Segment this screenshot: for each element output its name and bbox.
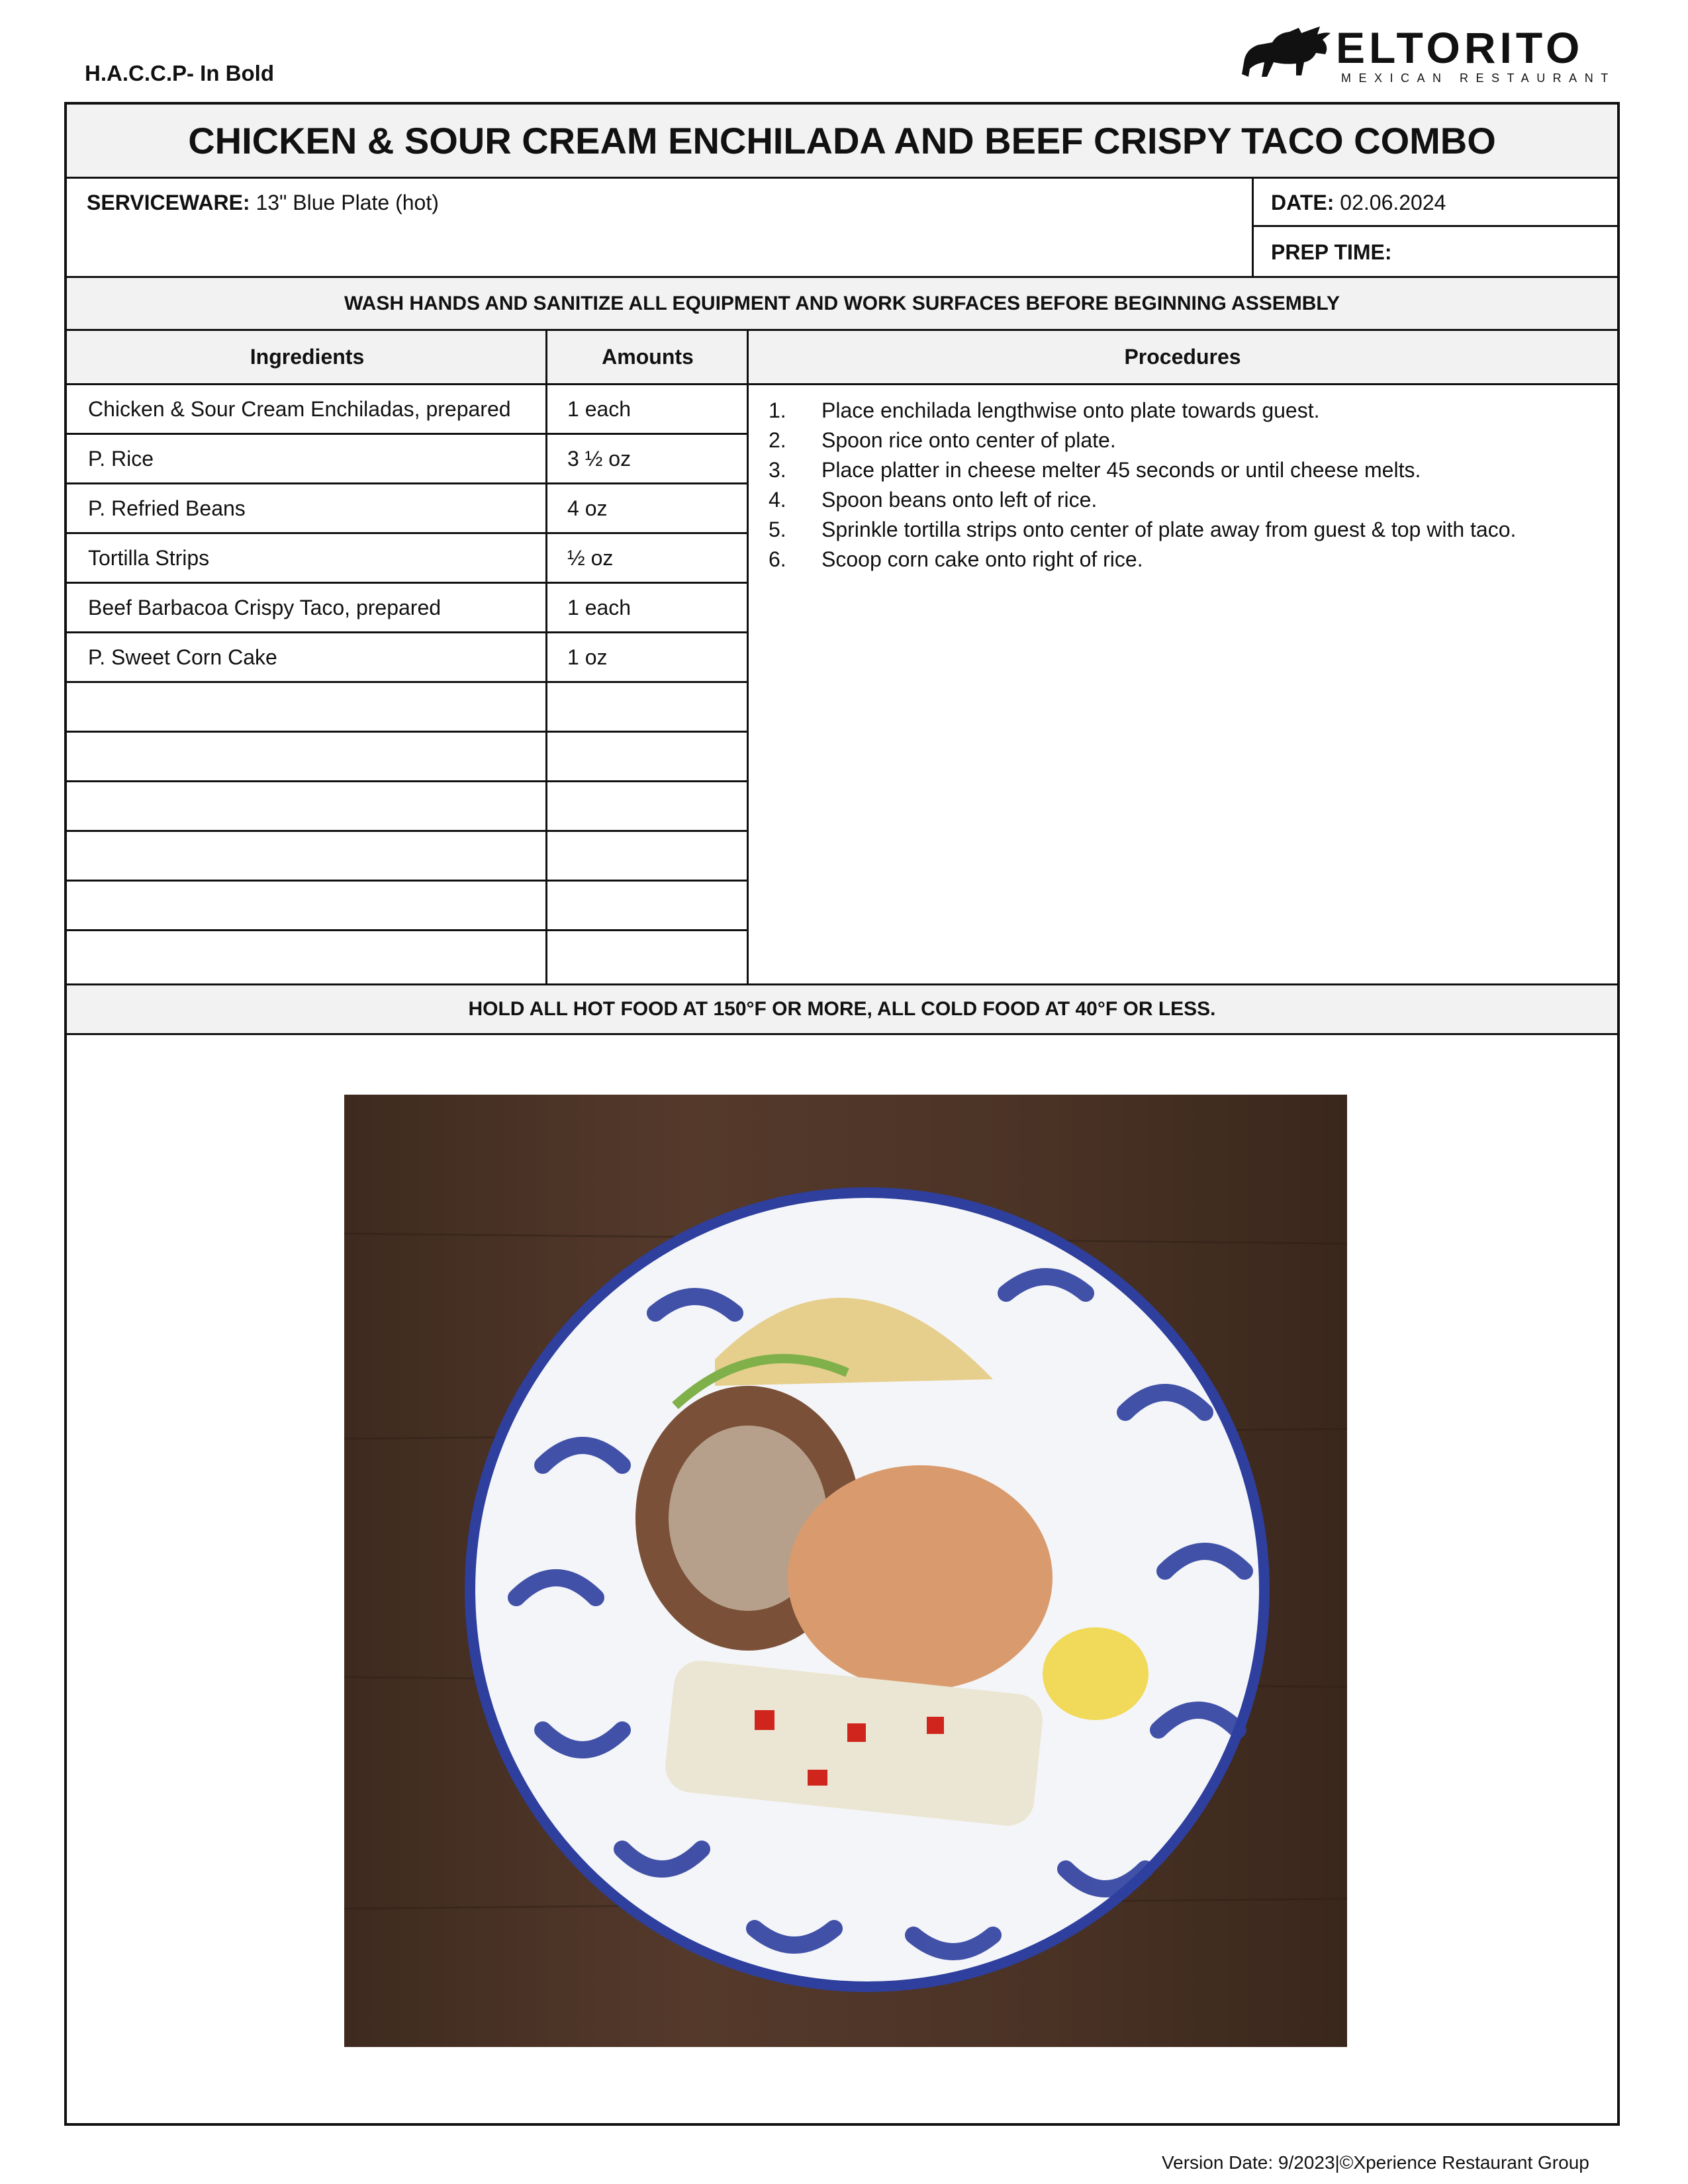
serviceware-field (87, 191, 439, 215)
logo-tagline: MEXICAN RESTAURANT (1341, 71, 1616, 85)
step-text: Scoop corn cake onto right of rice. (821, 547, 1143, 571)
ingredient-row (67, 782, 748, 832)
ingredient-row (67, 882, 748, 931)
ingredients-header: Ingredients (67, 331, 547, 385)
step-number: 2. (769, 428, 786, 452)
amounts-header: Amounts (547, 331, 748, 385)
ingredient-row (67, 733, 748, 782)
procedure-step (749, 396, 1609, 426)
step-number: 6. (769, 547, 786, 571)
step-number: 5. (769, 518, 786, 541)
ingredient-name: P. Rice (88, 447, 154, 471)
ingredient-name: Tortilla Strips (88, 546, 210, 570)
step-number: 1. (769, 398, 786, 422)
procedures-header: Procedures (748, 331, 1617, 385)
procedure-step (749, 515, 1609, 545)
step-text: Spoon rice onto center of plate. (821, 428, 1116, 452)
step-text: Place platter in cheese melter 45 seconds or until cheese melts. (821, 458, 1421, 482)
ingredient-row (67, 534, 748, 584)
step-text: Spoon beans onto left of rice. (821, 488, 1098, 512)
haccp-note: H.A.C.C.P- In Bold (85, 61, 274, 85)
ingredient-row (67, 584, 748, 633)
ingredient-amount: ½ oz (567, 546, 614, 570)
version-footer: Version Date: 9/2023|©Xperience Restaurant Group (1162, 2152, 1589, 2173)
ingredient-row (67, 683, 748, 733)
procedure-step (749, 426, 1609, 455)
recipe-title: CHICKEN & SOUR CREAM ENCHILADA AND BEEF CRISPY TACO COMBO (67, 105, 1617, 179)
step-number: 4. (769, 488, 786, 512)
prep-time-field (1254, 227, 1617, 276)
ingredient-amount: 3 ½ oz (567, 447, 632, 471)
ingredient-row (67, 832, 748, 882)
ingredient-name: Beef Barbacoa Crispy Taco, prepared (88, 596, 442, 619)
ingredient-row (67, 931, 748, 981)
wash-hands-notice: WASH HANDS AND SANITIZE ALL EQUIPMENT AND WORK SURFACES BEFORE BEGINNING ASSEMBLY (67, 278, 1617, 331)
hold-temperature-notice: HOLD ALL HOT FOOD AT 150°F OR MORE, ALL COLD FOOD AT 40°F OR LESS. (67, 983, 1617, 1035)
procedures-list (749, 385, 1609, 574)
ingredient-name: P. Sweet Corn Cake (88, 645, 277, 669)
procedure-step (749, 455, 1609, 485)
prep-time-label: PREP TIME: (1271, 240, 1392, 264)
ingredient-row (67, 484, 748, 534)
ingredient-name: P. Refried Beans (88, 496, 246, 520)
serviceware-value: 13" Blue Plate (hot) (256, 191, 439, 214)
bull-icon (1238, 23, 1337, 82)
dish-photo (344, 1095, 1347, 2047)
ingredients-table (67, 385, 748, 981)
procedure-step (749, 545, 1609, 574)
procedure-step (749, 485, 1609, 515)
step-text: Place enchilada lengthwise onto plate towards guest. (821, 398, 1320, 422)
el-torito-logo (1238, 23, 1622, 85)
step-number: 3. (769, 458, 786, 482)
ingredient-row (67, 435, 748, 484)
ingredient-amount: 1 each (567, 397, 632, 421)
ingredient-amount: 1 oz (567, 645, 608, 669)
date-value: 02.06.2024 (1340, 191, 1446, 214)
ingredient-row (67, 385, 748, 435)
date-column (1252, 179, 1617, 276)
serviceware-row (67, 179, 1617, 278)
plated-dish-image (344, 1095, 1347, 2047)
step-text: Sprinkle tortilla strips onto center of plate away from guest & top with taco. (821, 518, 1517, 541)
date-label: DATE: (1271, 191, 1335, 214)
logo-wordmark: ELTORITO (1336, 23, 1584, 72)
date-field (1254, 179, 1617, 227)
recipe-card (64, 102, 1620, 2126)
ingredient-amount: 1 each (567, 596, 632, 619)
ingredient-name: Chicken & Sour Cream Enchiladas, prepared (88, 397, 511, 421)
ingredient-row (67, 633, 748, 683)
serviceware-label: SERVICEWARE: (87, 191, 250, 214)
ingredient-amount: 4 oz (567, 496, 608, 520)
